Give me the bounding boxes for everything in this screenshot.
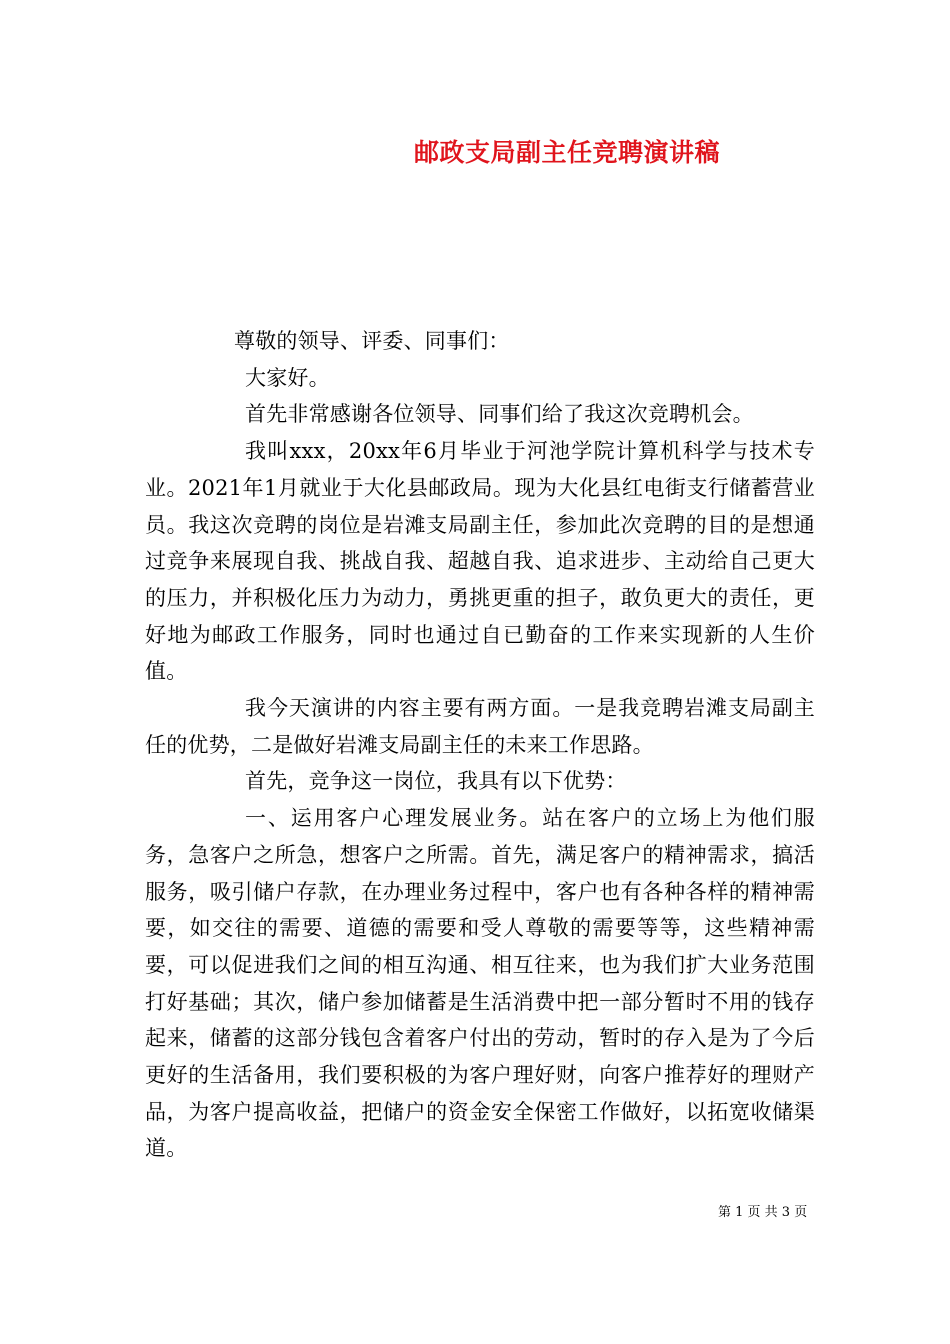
document-body [145,323,815,1167]
body-paragraph: 我今天演讲的内容主要有两方面。一是我竞聘岩滩支局副主任的优势，二是做好岩滩支局副主任的未来工作思路。 [145,696,815,757]
body-paragraph: 首先非常感谢各位领导、同事们给了我这次竞聘机会。 [245,402,754,427]
body-paragraph: 一、运用客户心理发展业务。站在客户的立场上为他们服务，急客户之所急，想客户之所需。首先，满足客户的精神需求，搞活服务，吸引储户存款，在办理业务过程中，客户也有各种各样的精神需要，如交往的需要、道德的需要和受人尊敬的需要等等，这些精神需要，可以促进我们之间的相互沟通、相互往来，也为我们扩大业务范围打好基础；其次，储户参加储蓄是生活消费中把一部分暂时不用的钱存起来，储蓄的这部分钱包含着客户付出的劳动，暂时的存入是为了今后更好的生活备用，我们要积极的为客户理好财，向客户推荐好的理财产品，为客户提高收益，把储户的资金安全保密工作做好，以拓宽收储渠道。 [145,806,815,1161]
body-paragraph: 首先，竞争这一岗位，我具有以下优势： [245,769,627,794]
document-title: 邮政支局副主任竞聘演讲稿 [414,138,721,167]
salutation-paragraph: 尊敬的领导、评委、同事们： [234,329,510,353]
body-paragraph: 我叫xxx，20xx年6月毕业于河池学院计算机科学与技术专业。2021年1月就业于大化县邮政局。现为大化县红电街支行储蓄营业员。我这次竞聘的岗位是岩滩支局副主任，参加此次竞聘的目的是想通过竞争来展现自我、挑战自我、超越自我、追求进步、主动给自己更大的压力，并积极化压力为动力，勇挑更重的担子，敢负更大的责任，更好地为邮政工作服务，同时也通过自已勤奋的工作来实现新的人生价值。 [145,439,815,684]
body-paragraph: 大家好。 [245,365,330,390]
page-number: 第 1 页 共 3 页 [718,1205,808,1220]
